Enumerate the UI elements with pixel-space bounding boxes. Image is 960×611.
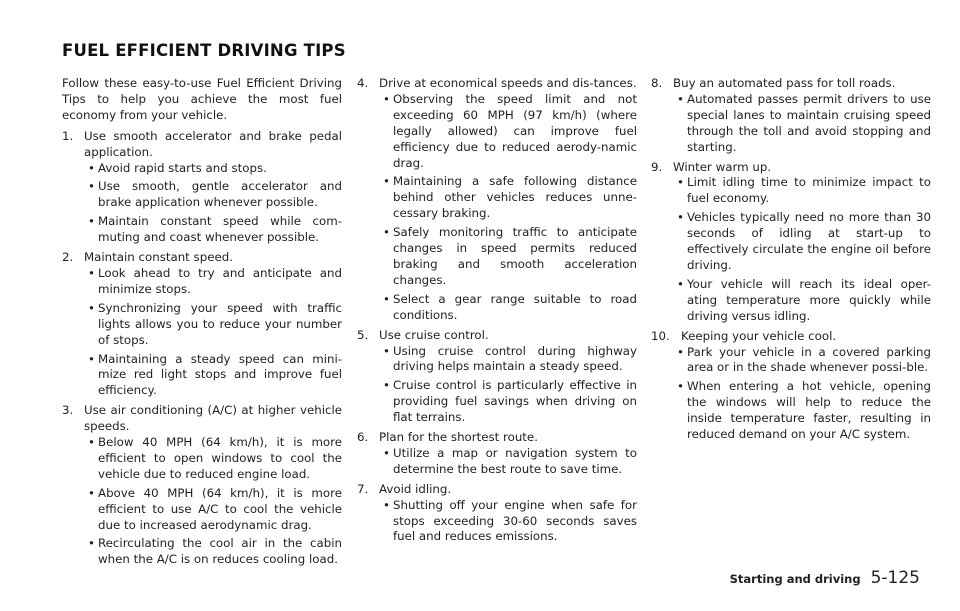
bullet-text: When entering a hot vehicle, opening the windows will help to reduce the inside temperature faster, resulting in reduced demand on your A/C system. xyxy=(687,379,931,442)
tip-title: Use smooth accelerator and brake pedal application. xyxy=(84,128,342,159)
bullet-icon: • xyxy=(88,214,95,229)
bullet-icon: • xyxy=(88,536,95,551)
bullet-text: Your vehicle will reach its ideal oper-ating temperature more quickly while driving versus idling. xyxy=(687,276,931,323)
bullet-item xyxy=(74,301,342,349)
bullet-text: Look ahead to try and anticipate and minimize stops. xyxy=(98,265,342,296)
tip-number: 8. xyxy=(651,76,663,90)
tip-item xyxy=(651,160,931,325)
bullet-icon: • xyxy=(383,225,390,240)
bullet-icon: • xyxy=(383,343,390,358)
tip-title: Avoid idling. xyxy=(379,481,452,496)
tip-heading xyxy=(357,328,637,344)
tip-bullet-list xyxy=(651,345,931,443)
bullet-text: Synchronizing your speed with traffic lights allows you to reduce your number of stops. xyxy=(98,300,342,347)
bullet-text: Shutting off your engine when safe for stops exceeding 30-60 seconds saves fuel and reduces emissions. xyxy=(393,497,637,544)
tip-heading xyxy=(62,129,342,161)
bullet-icon: • xyxy=(88,265,95,280)
page-footer xyxy=(730,568,920,588)
tip-heading xyxy=(357,430,637,446)
bullet-item xyxy=(369,498,637,546)
bullet-text: Automated passes permit drivers to use special lanes to maintain cruising speed through the toll and avoid stopping and starting. xyxy=(687,91,931,154)
tip-item xyxy=(62,250,342,399)
bullet-text: Below 40 MPH (64 km/h), it is more efficient to open windows to cool the vehicle due to reduced engine load. xyxy=(98,435,342,481)
bullet-icon: • xyxy=(383,378,390,393)
intro-paragraph: Follow these easy-to-use Fuel Efficient Driving Tips to help you achieve the most fuel economy from your vehicle. xyxy=(62,76,342,122)
bullet-item xyxy=(369,378,637,426)
bullet-icon: • xyxy=(383,291,390,306)
bullet-item xyxy=(663,210,931,274)
tip-item xyxy=(62,129,342,246)
bullet-icon: • xyxy=(677,276,684,291)
tip-bullet-list xyxy=(357,92,637,324)
bullet-text: Maintaining a safe following distance behind other vehicles reduces unne-cessary braking. xyxy=(393,174,637,221)
bullet-item xyxy=(369,292,637,324)
bullet-text: Maintain constant speed while com-muting and coast whenever possible. xyxy=(98,214,342,245)
bullet-text: Recirculating the cool air in the cabin when the A/C is on reduces cooling load. xyxy=(98,536,342,567)
bullet-item xyxy=(74,352,342,400)
page-title: FUEL EFFICIENT DRIVING TIPS xyxy=(62,41,346,60)
column-2 xyxy=(357,76,637,549)
bullet-icon: • xyxy=(88,485,95,500)
tip-heading xyxy=(651,329,931,345)
tip-item xyxy=(357,76,637,324)
tip-heading xyxy=(651,76,931,92)
bullet-icon: • xyxy=(88,179,95,194)
tip-number: 2. xyxy=(62,250,74,265)
bullet-icon: • xyxy=(677,344,684,359)
tip-number: 1. xyxy=(62,128,74,143)
bullet-icon: • xyxy=(677,379,684,394)
bullet-icon: • xyxy=(88,300,95,315)
tip-bullet-list xyxy=(357,344,637,427)
tip-item xyxy=(357,328,637,426)
tip-title: Winter warm up. xyxy=(673,159,772,174)
bullet-item xyxy=(369,225,637,289)
tip-number: 5. xyxy=(357,327,369,342)
bullet-icon: • xyxy=(88,435,95,450)
bullet-icon: • xyxy=(383,174,390,189)
bullet-item xyxy=(74,179,342,211)
bullet-text: Using cruise control during highway driving helps maintain a steady speed. xyxy=(393,343,637,374)
bullet-icon: • xyxy=(88,351,95,366)
page-number: 5-125 xyxy=(870,568,920,588)
bullet-text: Avoid rapid starts and stops. xyxy=(98,160,267,175)
tip-number: 9. xyxy=(651,159,663,174)
tip-heading xyxy=(62,403,342,435)
bullet-item xyxy=(74,214,342,246)
tip-heading xyxy=(62,250,342,266)
tip-bullet-list xyxy=(651,92,931,156)
bullet-icon: • xyxy=(677,210,684,225)
tip-number: 10. xyxy=(651,328,670,343)
tip-title: Buy an automated pass for toll roads. xyxy=(673,76,896,90)
bullet-item xyxy=(74,266,342,298)
bullet-text: Cruise control is particularly effective in providing fuel savings when driving on flat terrains. xyxy=(393,378,637,425)
tip-bullet-list xyxy=(62,161,342,247)
bullet-text: Above 40 MPH (64 km/h), it is more efficient to use A/C to cool the vehicle due to increased aerodynamic drag. xyxy=(98,485,342,532)
tip-heading xyxy=(357,76,637,92)
tip-title: Drive at economical speeds and dis-tances. xyxy=(379,76,637,90)
tip-heading xyxy=(357,482,637,498)
bullet-text: Vehicles typically need no more than 30 seconds of idling at start-up to effectively circulate the engine oil before driving. xyxy=(687,210,931,272)
bullet-icon: • xyxy=(88,160,95,175)
bullet-text: Observing the speed limit and not exceeding 60 MPH (97 km/h) (where legally allowed) can improve fuel efficiency due to reduced aerody-namic drag. xyxy=(393,91,637,170)
bullet-item xyxy=(74,161,342,177)
bullet-item xyxy=(74,486,342,534)
tip-item xyxy=(62,403,342,568)
bullet-text: Select a gear range suitable to road conditions. xyxy=(393,291,637,322)
tip-item xyxy=(357,430,637,478)
footer-section-title: Starting and driving xyxy=(729,572,861,586)
tip-bullet-list xyxy=(62,435,342,568)
bullet-item xyxy=(369,92,637,172)
bullet-text: Safely monitoring traffic to anticipate changes in speed permits reduced braking and smooth acceleration changes. xyxy=(393,225,637,287)
tip-number: 3. xyxy=(62,403,74,418)
tip-item xyxy=(357,482,637,546)
tip-bullet-list xyxy=(357,446,637,478)
tip-item xyxy=(651,329,931,443)
tip-number: 7. xyxy=(357,481,369,496)
bullet-item xyxy=(369,174,637,222)
tip-item xyxy=(651,76,931,156)
bullet-icon: • xyxy=(383,91,390,106)
tip-number: 4. xyxy=(357,76,369,90)
tip-bullet-list xyxy=(62,266,342,399)
bullet-item xyxy=(663,92,931,156)
tip-number: 6. xyxy=(357,430,369,445)
tip-bullet-list xyxy=(651,175,931,324)
tip-title: Maintain constant speed. xyxy=(84,250,233,265)
bullet-item xyxy=(369,446,637,478)
tip-title: Use cruise control. xyxy=(379,327,489,342)
bullet-item xyxy=(74,536,342,568)
tip-title: Plan for the shortest route. xyxy=(379,430,538,445)
column-1 xyxy=(62,76,342,572)
bullet-icon: • xyxy=(677,91,684,106)
bullet-item xyxy=(369,344,637,376)
bullet-text: Limit idling time to minimize impact to fuel economy. xyxy=(687,175,931,206)
tip-title: Keeping your vehicle cool. xyxy=(681,328,837,343)
bullet-item xyxy=(663,175,931,207)
bullet-item xyxy=(663,277,931,325)
bullet-text: Park your vehicle in a covered parking area or in the shade whenever possi-ble. xyxy=(687,344,931,375)
tip-bullet-list xyxy=(357,498,637,546)
bullet-text: Use smooth, gentle accelerator and brake application whenever possible. xyxy=(98,179,342,210)
tip-heading xyxy=(651,160,931,176)
bullet-item xyxy=(74,435,342,483)
bullet-icon: • xyxy=(677,175,684,190)
bullet-text: Utilize a map or navigation system to determine the best route to save time. xyxy=(393,445,637,476)
bullet-icon: • xyxy=(383,497,390,512)
tip-title: Use air conditioning (A/C) at higher vehicle speeds. xyxy=(84,403,342,434)
bullet-item xyxy=(663,379,931,443)
bullet-icon: • xyxy=(383,445,390,460)
bullet-text: Maintaining a steady speed can mini-mize red light stops and improve fuel efficiency. xyxy=(98,351,342,398)
column-3 xyxy=(651,76,931,447)
bullet-item xyxy=(663,345,931,377)
